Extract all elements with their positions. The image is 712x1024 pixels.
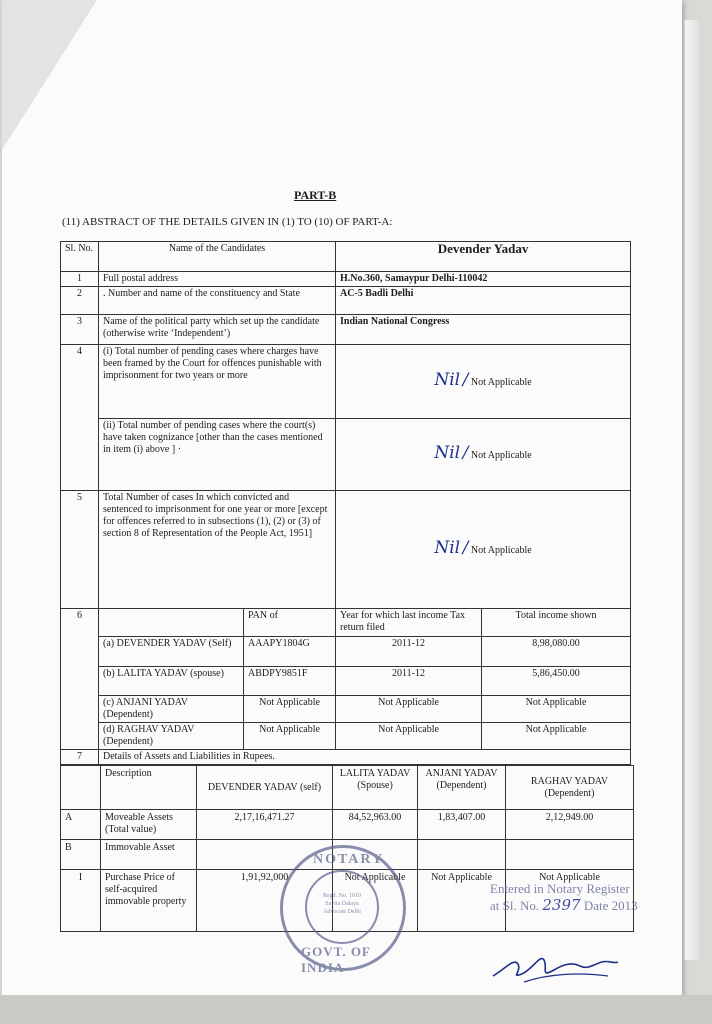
asset-value-spouse: Not Applicable (333, 870, 418, 932)
convicted-cases-value (336, 491, 631, 609)
person-income: 5,86,450.00 (482, 667, 631, 696)
handwritten-slash: / (462, 538, 469, 558)
header-dependent-2: RAGHAV YADAV (Dependent) (506, 766, 634, 810)
assets-liabilities-label: Details of Assets and Liabilities in Rupees. (99, 750, 631, 765)
register-line-1: Entered in Notary Register (490, 881, 630, 896)
person-income: Not Applicable (482, 723, 631, 750)
header-dependent-1: ANJANI YADAV (Dependent) (418, 766, 506, 810)
asset-value-dependent-1 (418, 840, 506, 870)
blank-cell (99, 609, 244, 637)
handwritten-nil: Nil (434, 538, 461, 558)
asset-value-dependent-2: Not Applicable (506, 870, 634, 932)
header-spouse: LALITA YADAV (Spouse) (333, 766, 418, 810)
asset-description: Immovable Asset (101, 840, 197, 870)
page-edge (684, 20, 699, 960)
asset-value-dependent-1: Not Applicable (418, 870, 506, 932)
stamp-top-text: NOTARY (313, 852, 385, 867)
register-number: 2397 (542, 896, 581, 914)
not-applicable-text: Not Applicable (470, 377, 532, 388)
handwritten-slash: / (462, 443, 469, 463)
asset-value-dependent-2 (506, 840, 634, 870)
stamp-inner-ring (305, 870, 379, 944)
asset-code: I (61, 870, 101, 932)
row-sl: 6 (61, 609, 99, 750)
header-tax-year: Year for which last income Tax return filed (336, 609, 482, 637)
person-name: (c) ANJANI YADAV (Dependent) (99, 696, 244, 723)
part-heading: PART-B (294, 188, 337, 202)
register-suffix: Date 2013 (583, 898, 638, 913)
row-label: Name of the political party which set up the candidate (otherwise write ‘Independent’) (99, 315, 336, 345)
abstract-table (60, 241, 631, 765)
handwritten-slash: / (462, 370, 469, 390)
not-applicable-text: Not Applicable (470, 545, 532, 556)
convicted-cases-label: Total Number of cases In which convicted and sentenced to imprisonment for one year or more [except for offences referred to in subsections (1), (2) or (3) of section 8 of Representation of the People Act, 1951] (99, 491, 336, 609)
cognizance-cases-label: (ii) Total number of pending cases where the court(s) have taken cognizance [other than the cases mentioned in item (i) above ] · (99, 419, 336, 491)
person-pan: Not Applicable (244, 723, 336, 750)
handwritten-nil: Nil (434, 443, 461, 463)
address-value: H.No.360, Samaypur Delhi-110042 (336, 272, 631, 287)
person-name: (d) RAGHAV YADAV (Dependent) (99, 723, 244, 750)
asset-description: Moveable Assets (Total value) (101, 810, 197, 840)
person-tax-year: 2011-12 (336, 667, 482, 696)
asset-value-self: 1,91,92,000 (197, 870, 333, 932)
asset-description: Purchase Price of self-acquired immovable property (101, 870, 197, 932)
stamp-inner-text: Regd. No. 1010 Savita Dalaya Advocate Delhi (323, 893, 361, 915)
person-pan: AAAPY1804G (244, 637, 336, 667)
notary-stamp (280, 845, 406, 975)
header-self: DEVENDER YADAV (self) (197, 766, 333, 810)
register-prefix: at Sl. No. (490, 898, 540, 913)
blank-cell (61, 766, 101, 810)
person-pan: Not Applicable (244, 696, 336, 723)
cognizance-cases-value (336, 419, 631, 491)
person-name: (a) DEVENDER YADAV (Self) (99, 637, 244, 667)
register-line-2 (490, 897, 670, 914)
person-tax-year: Not Applicable (336, 723, 482, 750)
header-sl-no: Sl. No. (61, 242, 99, 272)
asset-code: B (61, 840, 101, 870)
asset-code: A (61, 810, 101, 840)
person-tax-year: Not Applicable (336, 696, 482, 723)
asset-value-self: 2,17,16,471.27 (197, 810, 333, 840)
person-income: Not Applicable (482, 696, 631, 723)
row-sl: 7 (61, 750, 99, 765)
row-sl: 1 (61, 272, 99, 287)
header-candidate-name: Name of the Candidates (99, 242, 336, 272)
constituency-value: AC-5 Badli Delhi (336, 287, 631, 315)
person-name: (b) LALITA YADAV (spouse) (99, 667, 244, 696)
folded-corner (2, 0, 97, 150)
row-sl: 4 (61, 345, 99, 491)
stamp-bottom-text: GOVT. OF INDIA (301, 944, 371, 975)
row-sl: 5 (61, 491, 99, 609)
asset-value-spouse: 84,52,963.00 (333, 810, 418, 840)
not-applicable-text: Not Applicable (470, 450, 532, 461)
person-income: 8,98,080.00 (482, 637, 631, 667)
person-pan: ABDPY9851F (244, 667, 336, 696)
header-total-income: Total income shown (482, 609, 631, 637)
header-description: Description (101, 766, 197, 810)
asset-value-dependent-1: 1,83,407.00 (418, 810, 506, 840)
candidate-name: Devender Yadav (336, 242, 631, 272)
abstract-title: (11) ABSTRACT OF THE DETAILS GIVEN IN (1) TO (10) OF PART-A: (62, 216, 393, 228)
asset-value-dependent-2: 2,12,949.00 (506, 810, 634, 840)
header-pan: PAN of (244, 609, 336, 637)
scanner-background (0, 995, 712, 1024)
handwritten-signature (488, 944, 623, 989)
row-label: . Number and name of the constituency and State (99, 287, 336, 315)
party-value: Indian National Congress (336, 315, 631, 345)
row-sl: 2 (61, 287, 99, 315)
pending-cases-label: (i) Total number of pending cases where charges have been framed by the Court for offences punishable with imprisonment for two years or more (99, 345, 336, 419)
pending-cases-value (336, 345, 631, 419)
person-tax-year: 2011-12 (336, 637, 482, 667)
row-sl: 3 (61, 315, 99, 345)
notary-register-entry (490, 880, 670, 914)
row-label: Full postal address (99, 272, 336, 287)
handwritten-nil: Nil (434, 370, 461, 390)
